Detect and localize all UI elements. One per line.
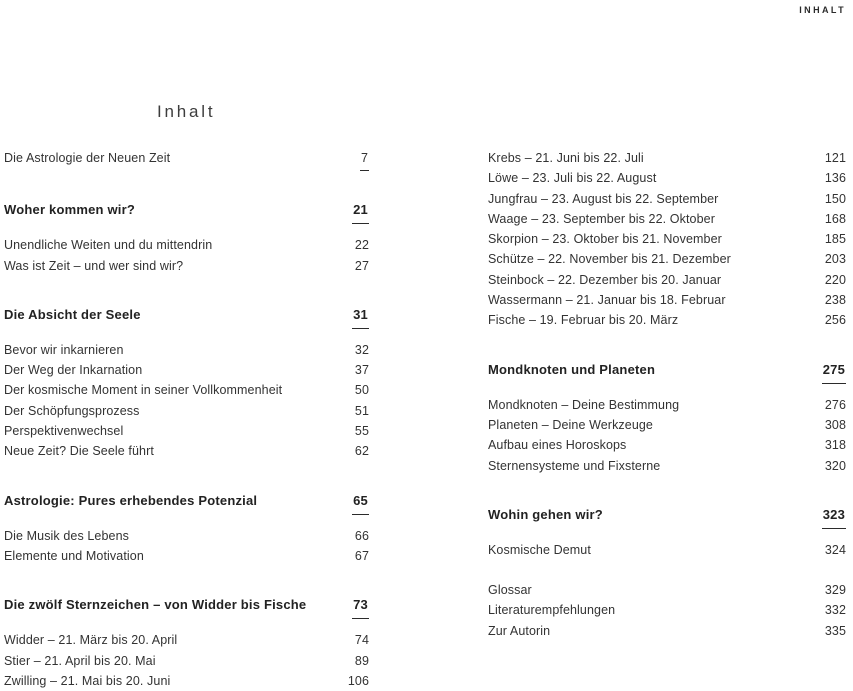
toc-entry-label: Kosmische Demut <box>488 542 591 557</box>
toc-entry-row <box>488 189 846 209</box>
toc-entry-row <box>488 540 846 560</box>
toc-entry-label: Die Astrologie der Neuen Zeit <box>4 151 171 165</box>
toc-entry-row <box>4 630 369 650</box>
toc-entry-label: Bevor wir inkarnieren <box>4 342 124 357</box>
toc-section-title: Mondknoten und Planeten <box>488 361 656 377</box>
toc-entry-label: Literaturempfehlungen <box>488 603 616 618</box>
toc-entry-label: Neue Zeit? Die Seele führt <box>4 444 154 459</box>
toc-entry-label: Löwe – 23. Juli bis 22. August <box>488 171 657 186</box>
toc-entry-label: Krebs – 21. Juni bis 22. Juli <box>488 151 644 165</box>
toc-page-number: 276 <box>824 397 846 412</box>
toc-page-number: 74 <box>354 633 369 648</box>
toc-entry-row <box>488 249 846 269</box>
toc-entry-label: Schütze – 22. November bis 21. Dezember <box>488 252 731 267</box>
toc-entry-label: Fische – 19. Februar bis 20. März <box>488 313 679 328</box>
page-title: Inhalt <box>157 102 216 121</box>
toc-page-number: 329 <box>824 583 846 598</box>
toc-page-number: 335 <box>824 623 846 638</box>
toc-entry-label: Elemente und Motivation <box>4 548 144 563</box>
toc-entry-row <box>488 168 846 188</box>
toc-page-number: 55 <box>354 424 369 439</box>
toc-entry-label: Jungfrau – 23. August bis 22. September <box>488 191 719 206</box>
toc-entry-label: Die Musik des Lebens <box>4 528 129 543</box>
toc-entry-row <box>488 580 846 600</box>
toc-entry-row <box>4 546 369 566</box>
toc-section-heading-row <box>4 199 369 224</box>
toc-section-heading-row <box>488 504 846 529</box>
toc-entry-row <box>488 435 846 455</box>
toc-entry-row <box>488 456 846 476</box>
toc-entry-label: Der Schöpfungsprozess <box>4 403 140 418</box>
toc-page-number: 89 <box>354 653 369 668</box>
toc-entry-label: Waage – 23. September bis 22. Oktober <box>488 211 715 226</box>
toc-page-number: 50 <box>354 383 369 398</box>
toc-section-heading-row <box>4 594 369 619</box>
toc-column-right <box>488 148 846 641</box>
toc-entry-row <box>488 229 846 249</box>
toc-entry-row <box>4 671 369 691</box>
toc-entry-row <box>488 621 846 641</box>
toc-page-number: 332 <box>824 603 846 618</box>
toc-entry-row <box>4 421 369 441</box>
toc-entry-label: Stier – 21. April bis 20. Mai <box>4 653 156 668</box>
toc-entry-label: Steinbock – 22. Dezember bis 20. Januar <box>488 272 722 287</box>
toc-page-number: 256 <box>824 313 846 328</box>
toc-page-number: 65 <box>352 490 369 515</box>
toc-entry-row <box>488 270 846 290</box>
toc-entry-label: Wassermann – 21. Januar bis 18. Februar <box>488 293 726 308</box>
toc-page-number: 62 <box>354 444 369 459</box>
toc-entry-row <box>4 256 369 276</box>
toc-page-number: 121 <box>824 151 846 165</box>
toc-entry-label: Was ist Zeit – und wer sind wir? <box>4 258 184 273</box>
toc-page-number: 320 <box>824 458 846 473</box>
toc-page-number: 203 <box>824 252 846 267</box>
toc-section-heading-row <box>488 359 846 384</box>
toc-entry-label: Planeten – Deine Werkzeuge <box>488 417 653 432</box>
toc-entry-row <box>4 340 369 360</box>
toc-column-left <box>4 148 369 691</box>
toc-page-number: 136 <box>824 171 846 186</box>
toc-page-number: 275 <box>822 359 846 384</box>
toc-page-number: 32 <box>354 342 369 357</box>
toc-page-number: 7 <box>360 148 369 171</box>
toc-entry-label: Mondknoten – Deine Bestimmung <box>488 397 680 412</box>
toc-section-title: Die zwölf Sternzeichen – von Widder bis Fische <box>4 597 307 613</box>
toc-page-number: 67 <box>354 548 369 563</box>
toc-page-number: 185 <box>824 232 846 247</box>
toc-entry-label: Der Weg der Inkarnation <box>4 363 143 378</box>
toc-page-number: 31 <box>352 304 369 329</box>
toc-page-number: 21 <box>352 199 369 224</box>
toc-entry-label: Der kosmische Moment in seiner Vollkommenheit <box>4 383 283 398</box>
toc-entry-row <box>4 148 369 171</box>
toc-entry-row <box>488 148 846 168</box>
toc-entry-label: Aufbau eines Horoskops <box>488 438 627 453</box>
toc-page-number: 220 <box>824 272 846 287</box>
toc-page-number: 106 <box>347 673 369 688</box>
toc-entry-row <box>4 526 369 546</box>
toc-entry-row <box>4 651 369 671</box>
toc-entry-row <box>488 600 846 620</box>
toc-entry-row <box>488 395 846 415</box>
toc-entry-row <box>4 401 369 421</box>
toc-entry-row <box>4 360 369 380</box>
toc-page-number: 238 <box>824 293 846 308</box>
toc-entry-label: Glossar <box>488 583 532 598</box>
toc-page-number: 323 <box>822 504 846 529</box>
toc-page-number: 308 <box>824 417 846 432</box>
toc-page-number: 73 <box>352 594 369 619</box>
toc-page-number: 318 <box>824 438 846 453</box>
toc-section-heading-row <box>4 490 369 515</box>
toc-page-number: 66 <box>354 528 369 543</box>
toc-entry-row <box>488 415 846 435</box>
toc-entry-label: Zur Autorin <box>488 623 551 638</box>
toc-entry-label: Widder – 21. März bis 20. April <box>4 633 178 648</box>
toc-page-number: 150 <box>824 191 846 206</box>
toc-section-title: Die Absicht der Seele <box>4 306 141 322</box>
toc-entry-label: Perspektivenwechsel <box>4 424 124 439</box>
toc-entry-row <box>4 235 369 255</box>
toc-section-heading-row <box>4 304 369 329</box>
toc-entry-row <box>488 290 846 310</box>
toc-page-number: 51 <box>354 403 369 418</box>
toc-page-number: 324 <box>824 542 846 557</box>
toc-page-number: 27 <box>354 258 369 273</box>
toc-page-number: 168 <box>824 211 846 226</box>
toc-section-title: Astrologie: Pures erhebendes Potenzial <box>4 492 258 508</box>
toc-entry-label: Zwilling – 21. Mai bis 20. Juni <box>4 673 171 688</box>
toc-entry-row <box>488 209 846 229</box>
toc-entry-label: Sternensysteme und Fixsterne <box>488 458 661 473</box>
toc-entry-label: Unendliche Weiten und du mittendrin <box>4 238 213 253</box>
toc-entry-row <box>488 310 846 330</box>
toc-entry-row <box>4 441 369 461</box>
toc-entry-label: Skorpion – 23. Oktober bis 21. November <box>488 232 722 247</box>
running-header: INHALT <box>799 5 846 15</box>
toc-entry-row <box>4 380 369 400</box>
toc-page-number: 22 <box>354 238 369 253</box>
toc-section-title: Woher kommen wir? <box>4 202 136 218</box>
toc-section-title: Wohin gehen wir? <box>488 506 603 522</box>
toc-page-number: 37 <box>354 363 369 378</box>
